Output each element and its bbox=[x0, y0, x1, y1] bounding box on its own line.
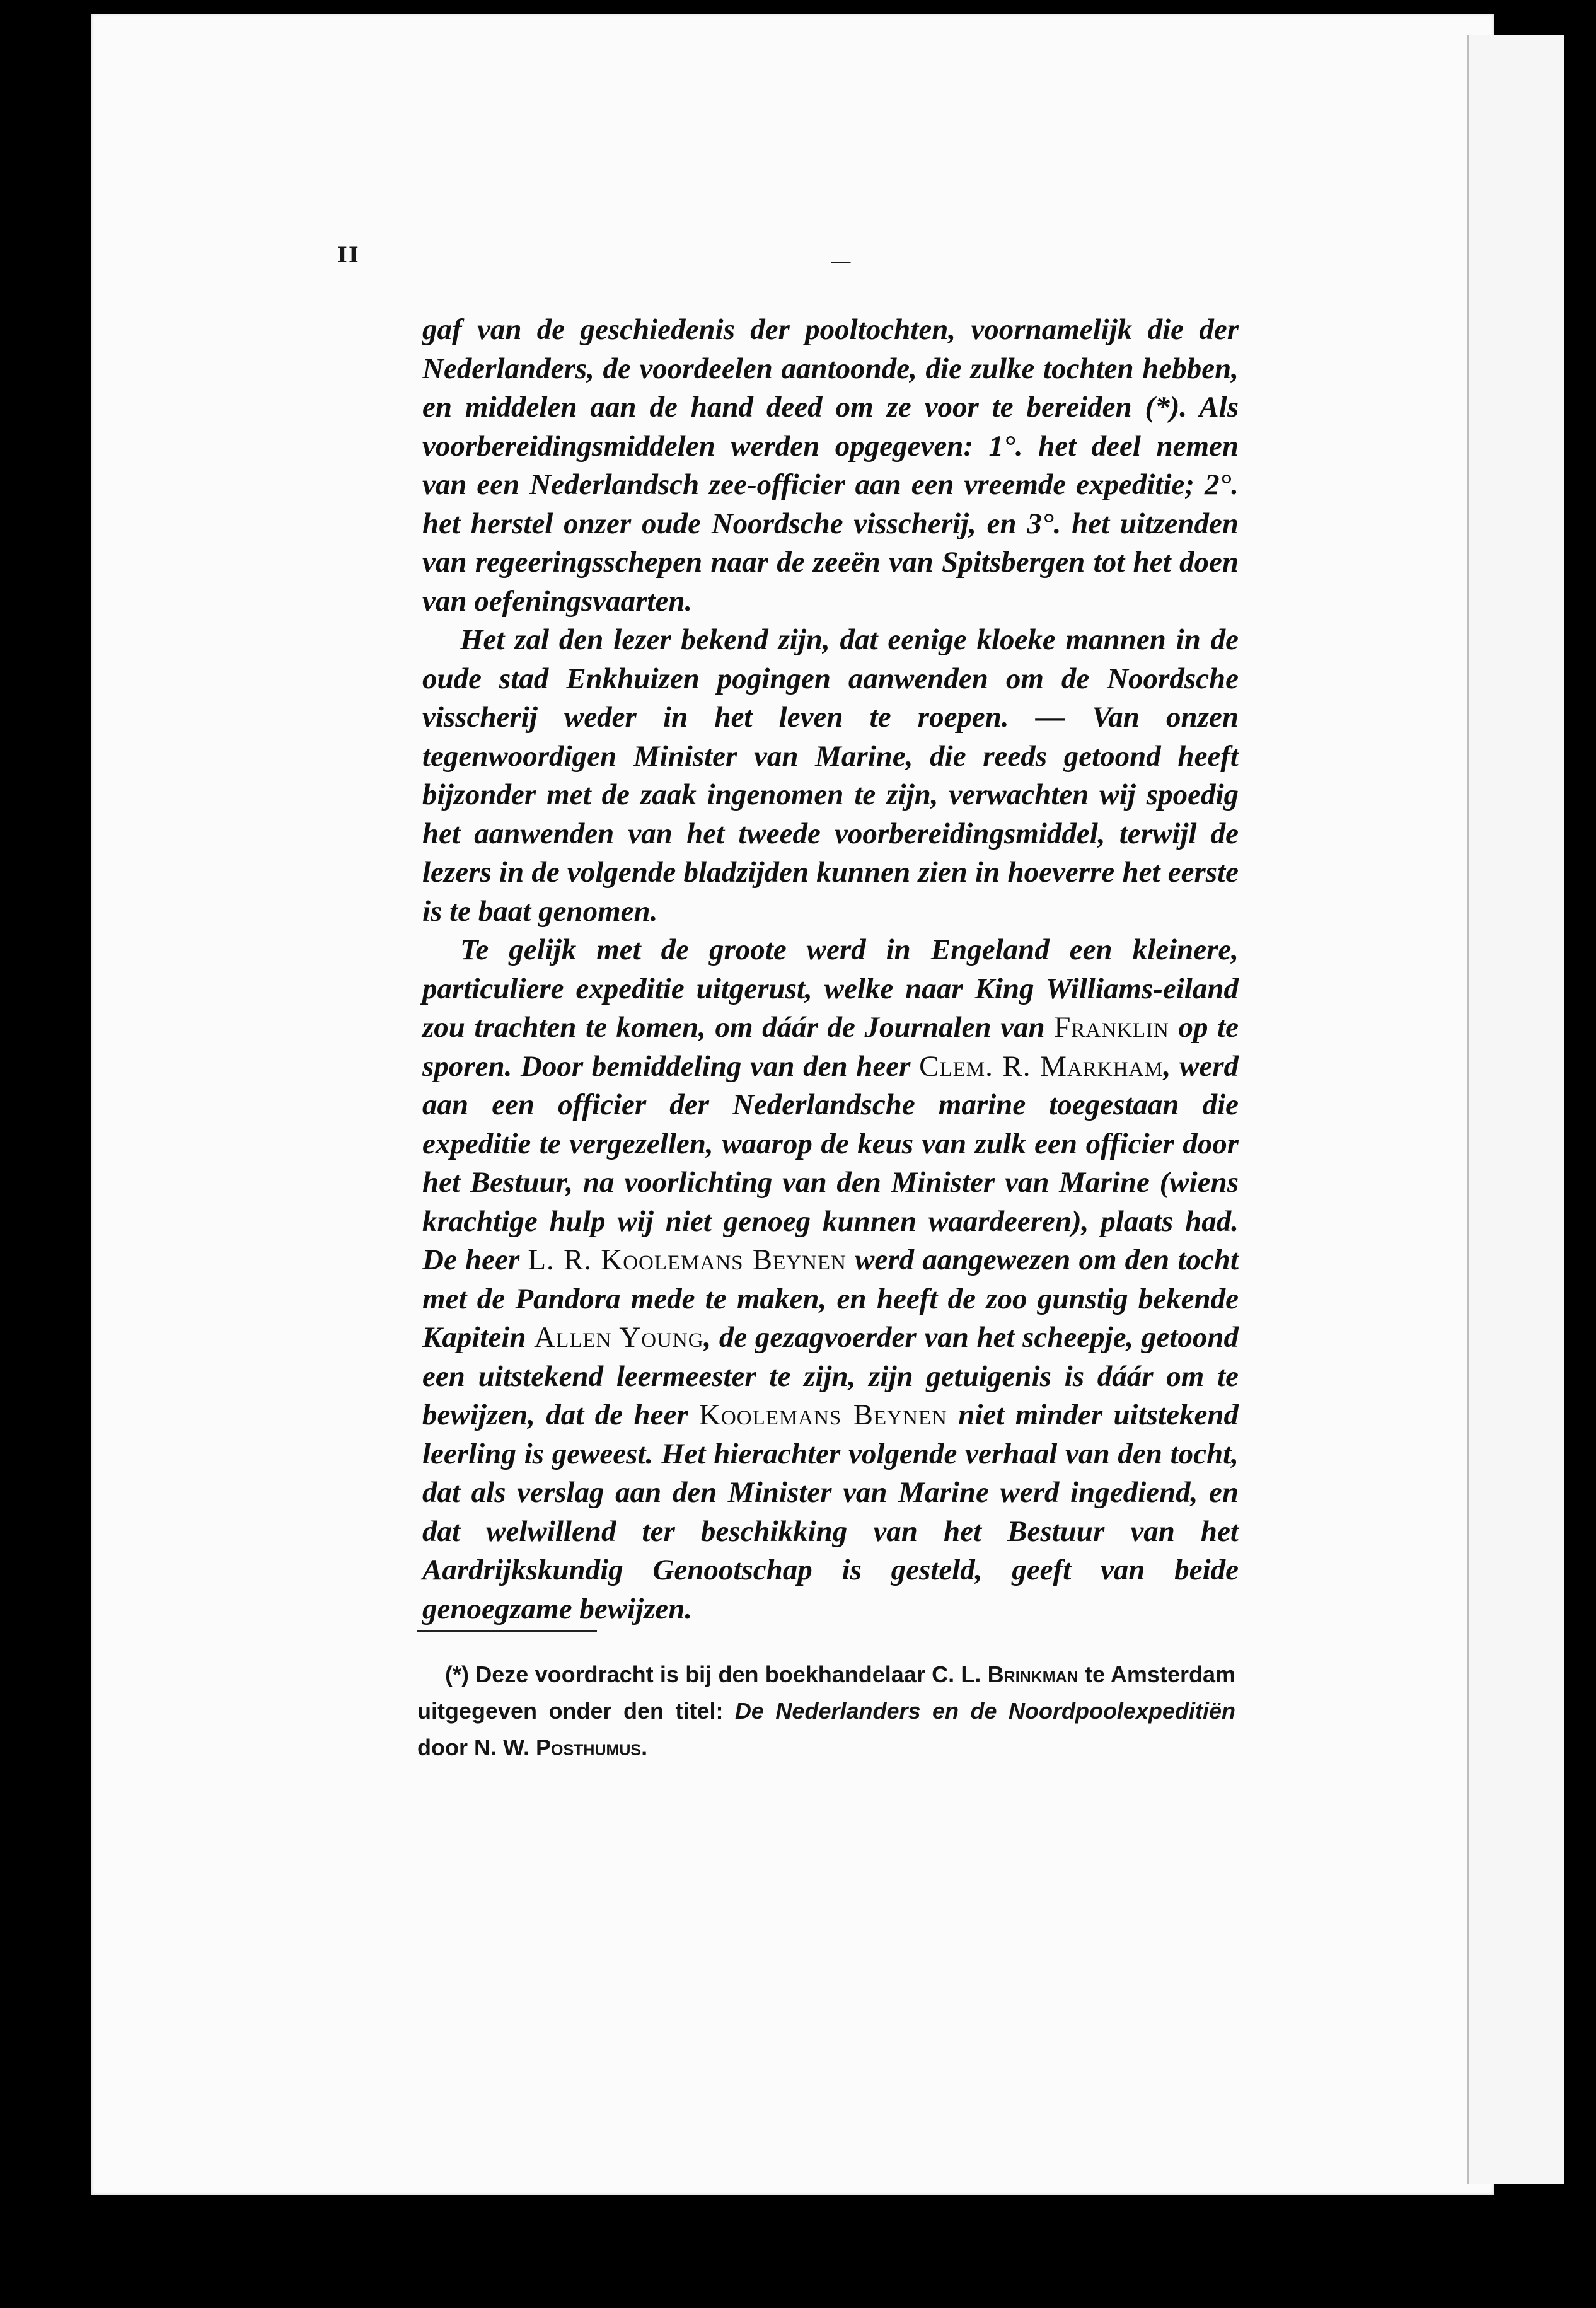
paragraph-3 bbox=[422, 931, 1239, 1629]
page-number: II bbox=[337, 243, 360, 268]
header-dash: — bbox=[830, 249, 852, 274]
footnote-segment-text: De Nederlanders en de Noordpoolexpeditiën bbox=[734, 1698, 1235, 1724]
paragraph-segment-name: Koolemans Beynen bbox=[699, 1399, 947, 1431]
adjacent-page-edge bbox=[1467, 35, 1564, 2184]
paragraph-segment-name: Allen Young bbox=[534, 1321, 704, 1354]
paragraph-segment-name: Franklin bbox=[1054, 1011, 1169, 1044]
footnote-segment-text: . bbox=[641, 1734, 648, 1760]
footnote-segment-text: te Amsterdam uitgegeven onder den titel: bbox=[417, 1661, 1235, 1724]
footnote-segment-name: Posthumus bbox=[535, 1734, 642, 1760]
page-header bbox=[337, 243, 1239, 280]
footnote bbox=[417, 1656, 1235, 1766]
footnote-rule bbox=[417, 1630, 597, 1632]
paragraph-2 bbox=[422, 621, 1239, 931]
paragraph-segment-text: Het zal den lezer bekend zijn, dat eenige kloeke mannen in de oude stad Enkhuizen pogingen aanwenden om de Noordsche visscherij weder in het leven te roepen. — Van onzen tegenwoordigen Minister van Marine, die reeds getoond heeft bijzonder met de zaak ingenomen te zijn, verwachten wij spoedig het aanwenden van het tweede voorbereidingsmiddel, terwijl de lezers in de volgende bladzijden kunnen zien in hoeverre het eerste is te baat genomen. bbox=[422, 623, 1239, 928]
footnote-segment-text: (*) Deze voordracht is bij den boekhandelaar C. L. bbox=[445, 1661, 988, 1687]
paragraph-1 bbox=[422, 311, 1239, 621]
paragraph-segment-text: , de gezagvoerder van het scheepje, getoond een uitstekend leermeester te zijn, zijn getuigenis is dáár om te bewijzen, dat de heer bbox=[422, 1321, 1239, 1431]
paragraph-segment-text: , werd aan een officier der Nederlandsche marine toegestaan die expeditie te vergezellen, waarop de keus van zulk een officier door het Bestuur, na voorlichting van den Minister van Marine (wiens krachtige hulp wij niet genoeg kunnen waardeeren), plaats had. De heer bbox=[422, 1049, 1239, 1276]
paragraph-segment-text: Te gelijk met de groote werd in Engeland een kleinere, particuliere expeditie uitgerust, welke naar King Williams-eiland zou trachten te komen, om dáár de Journalen van bbox=[422, 933, 1239, 1044]
paragraph-segment-text: op te sporen. Door bemiddeling van den heer bbox=[422, 1011, 1239, 1083]
footnote-segment-name: Brinkman bbox=[987, 1661, 1078, 1687]
paragraph-segment-text: werd aangewezen om den tocht met de Pandora mede te maken, en heeft de zoo gunstig bekende Kapitein bbox=[422, 1243, 1239, 1354]
body-text bbox=[422, 311, 1239, 1629]
footnote-segment-text: door N. W. bbox=[417, 1734, 536, 1760]
paragraph-segment-text: niet minder uitstekend leerling is geweest. Het hierachter volgende verhaal van den tocht, dat als verslag aan den Minister van Marine werd ingediend, en dat welwillend ter beschikking van het Bestuur van het Aardrijkskundig Genootschap is gesteld, geeft van beide genoegzame bewijzen. bbox=[422, 1399, 1239, 1625]
footnote-text bbox=[417, 1656, 1235, 1766]
paragraph-segment-name: Clem. R. Markham bbox=[919, 1049, 1164, 1083]
paragraph-segment-text: gaf van de geschiedenis der pooltochten, voornamelijk die der Nederlanders, de voordeelen aantoonde, die zulke tochten hebben, en middelen aan de hand deed om ze voor te bereiden (*). Als voorbereidingsmiddelen werden opgegeven: 1°. het deel nemen van een Nederlandsch zee-officier aan een vreemde expeditie; 2°. het herstel onzer oude Noordsche visscherij, en 3°. het uitzenden van regeeringsschepen naar de zeeën van Spitsbergen tot het doen van oefeningsvaarten. bbox=[422, 313, 1239, 618]
paragraph-segment-name: L. R. Koolemans Beynen bbox=[528, 1243, 847, 1276]
